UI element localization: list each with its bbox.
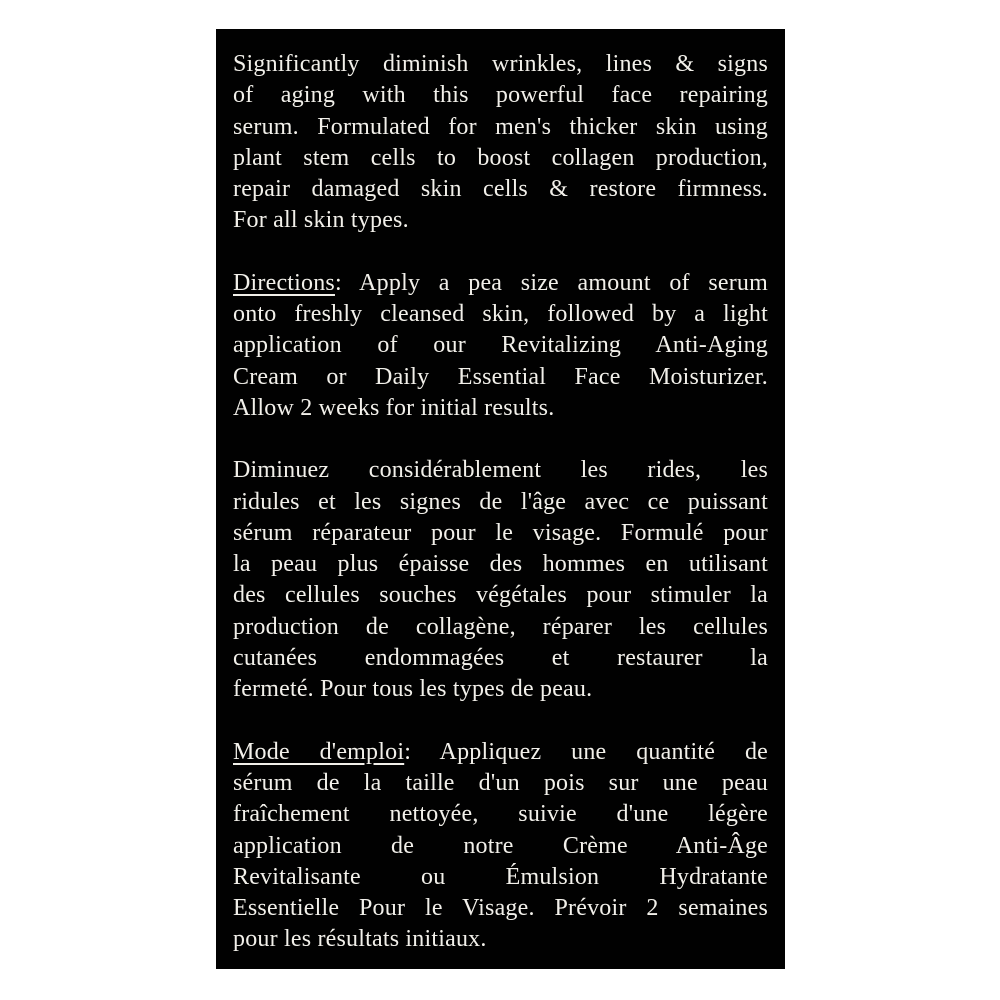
paragraph-french-description (233, 455, 768, 705)
text-line: cutanées endommagées et restaurer la (233, 645, 768, 672)
text-line: application of our Revitalizing Anti-Aging (233, 332, 768, 359)
paragraph-english-description (233, 49, 768, 237)
text-line: sérum de la taille d'un pois sur une peau (233, 769, 768, 796)
text-line: Cream or Daily Essential Face Moisturizer. (233, 363, 768, 390)
text-line: plant stem cells to boost collagen production, (233, 144, 768, 171)
paragraph-french-directions (233, 737, 768, 956)
product-label-panel (216, 29, 785, 969)
text-line: Mode d'emploi: Appliquez une quantité de (233, 738, 768, 765)
text-line: serum. Formulated for men's thicker skin using (233, 113, 768, 140)
text-line: Essentielle Pour le Visage. Prévoir 2 semaines (233, 895, 768, 922)
text-line: la peau plus épaisse des hommes en utilisant (233, 551, 768, 578)
text-line: repair damaged skin cells & restore firmness. (233, 176, 768, 203)
text-line: pour les résultats initiaux. (233, 926, 487, 953)
text-line: Diminuez considérablement les rides, les (233, 457, 768, 484)
underlined-heading: Directions (233, 269, 335, 296)
text-line: of aging with this powerful face repairing (233, 82, 768, 109)
text-line: For all skin types. (233, 207, 409, 234)
paragraph-english-directions (233, 268, 768, 424)
text-line: Allow 2 weeks for initial results. (233, 394, 555, 421)
underlined-heading: Mode d'emploi (233, 738, 405, 765)
text-line: des cellules souches végétales pour stimuler la (233, 582, 768, 609)
text-line: production de collagène, réparer les cellules (233, 613, 768, 640)
text-line: application de notre Crème Anti-Âge (233, 832, 768, 859)
text-line: Directions: Apply a pea size amount of serum (233, 269, 768, 296)
text-line: fermeté. Pour tous les types de peau. (233, 676, 593, 703)
text-line: onto freshly cleansed skin, followed by a light (233, 301, 768, 328)
text-line: fraîchement nettoyée, suivie d'une légère (233, 801, 768, 828)
text-line: Significantly diminish wrinkles, lines & signs (233, 51, 768, 77)
text-line: ridules et les signes de l'âge avec ce puissant (233, 488, 768, 515)
text-line: Revitalisante ou Émulsion Hydratante (233, 863, 768, 890)
text-line: sérum réparateur pour le visage. Formulé pour (233, 519, 768, 546)
